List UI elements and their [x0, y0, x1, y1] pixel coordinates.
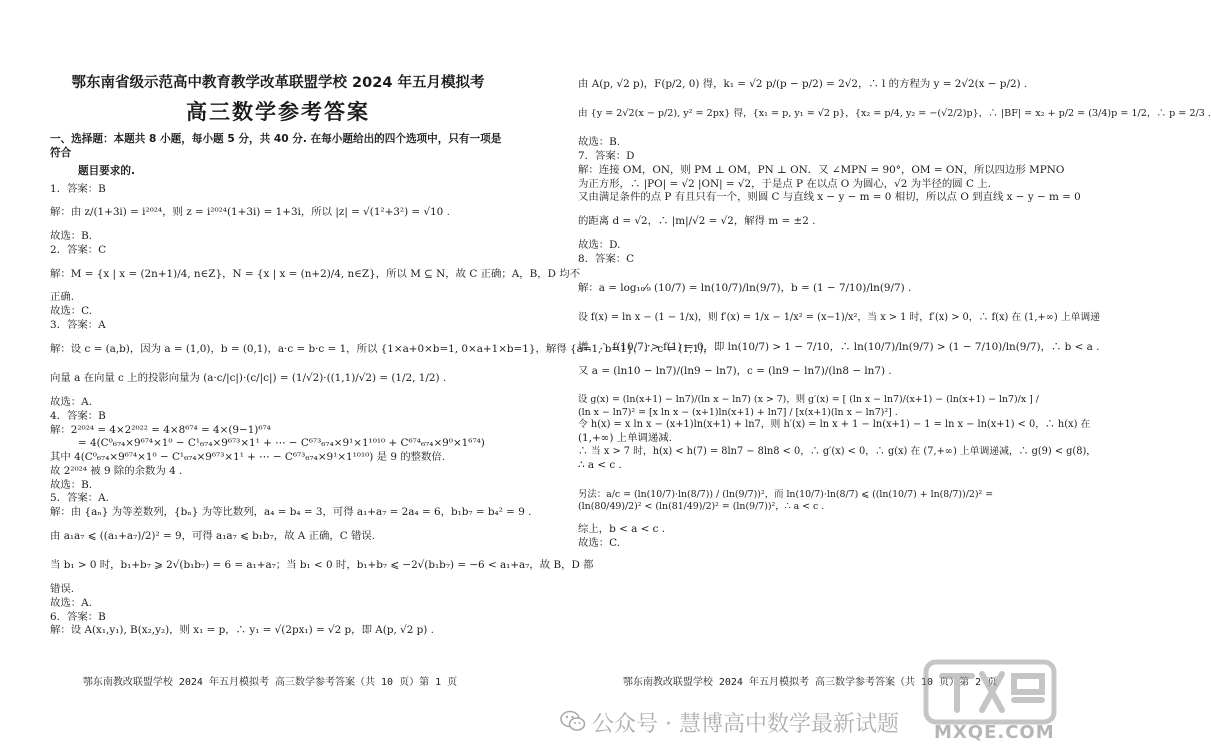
q5-cases-cont: 错误. — [50, 583, 75, 596]
q8-h-definition: 令 h(x) = x ln x − (x+1)ln(x+1) + ln7，则 h′(x) = ln x + 1 − ln(x+1) − 1 = ln x − ln(x+1) < 0，∴ h(x) 在 — [578, 419, 1091, 431]
q8-alternative: 另法：a/c = (ln(10/7)·ln(8/7)) / (ln(9/7))²，而 ln(10/7)·ln(8/7) ⩽ ((ln(10/7) + ln(8/7))/2)² = (ln(80/49)/2)² < (ln(81/49)/2)² = (ln(9/7))²，∴ a < c . — [578, 488, 994, 512]
answer-title: 高三数学参考答案 — [186, 100, 370, 125]
q8-g-conclusion: ∴ 当 x > 7 时，h(x) < h(7) = 8ln7 − 8ln8 < 0，∴ g′(x) < 0，∴ g(x) 在 (7,+∞) 上单调递减，∴ g(9) < g(8)， — [578, 445, 1097, 457]
q3-choice: 故选：A. — [50, 396, 92, 409]
q8-summary: 综上，b < a < c . — [578, 523, 666, 536]
q1-solution: 解：由 z/(1+3i) = i²⁰²⁴，则 z = i²⁰²⁴(1+3i) = 1+3i，所以 |z| = √(1²+3²) = √10 . — [50, 206, 450, 219]
q4-remainder: 故 2²⁰²⁴ 被 9 除的余数为 4 . — [50, 464, 183, 477]
q8-ac-definition: 又 a = (ln10 − ln7)/(ln9 − ln7)，c = (ln9 − ln7)/(ln8 − ln7) . — [578, 364, 892, 377]
section-heading: 一、选择题：本题共 8 小题，每小题 5 分，共 40 分. 在每小题给出的四个选项中，只有一项是符合 — [50, 132, 502, 159]
page-1-footer: 鄂东南教改联盟学校 2024 年五月模拟考 高三数学参考答案（共 10 页）第 1 页 — [82, 677, 458, 688]
q4-choice: 故选：B. — [50, 478, 93, 491]
q6-line-equation: 由 A(p, √2 p)，F(p/2, 0) 得，k₁ = √2 p/(p − p/2) = 2√2，∴ l 的方程为 y = 2√2(x − p/2) . — [578, 78, 1028, 90]
page-2-footer: 鄂东南教改联盟学校 2024 年五月模拟考 高三数学参考答案（共 10 页）第 2 页 — [622, 677, 998, 688]
q7-distance: 的距离 d = √2，∴ |m|/√2 = √2，解得 m = ±2 . — [578, 215, 816, 228]
q7-answer: 7．答案：D — [578, 150, 635, 163]
q3-answer: 3．答案：A — [50, 318, 106, 331]
watermark-text: 公众号 · 慧博高中数学最新试题 — [592, 712, 899, 737]
q8-choice: 故选：C. — [578, 537, 621, 550]
q2-solution: 解：M = {x | x = (2n+1)/4, n∈Z}，N = {x | x = (n+2)/4, n∈Z}，所以 M ⊆ N，故 C 正确；A，B，D 均不 — [50, 267, 581, 280]
q5-solution: 解：由 {aₙ} 为等差数列，{bₙ} 为等比数列，a₄ = b₄ = 3，可得 a₁+a₇ = 2a₄ = 6，b₁b₇ = b₄² = 9 . — [50, 505, 532, 518]
wechat-icon — [560, 709, 586, 733]
q6-system: 由 {y = 2√2(x − p/2), y² = 2px} 得，{x₁ = p, y₁ = √2 p}，{x₂ = p/4, y₂ = −(√2/2)p}，∴ |BF| = x₂ + p/2 = (3/4)p = 1/2，∴ p = 2/3 . — [578, 107, 1211, 119]
q2-answer: 2．答案：C — [50, 243, 107, 256]
q4-multiple: 其中 4(C⁰₆₇₄×9⁶⁷⁴×1⁰ − C¹₆₇₄×9⁶⁷³×1¹ + ⋯ − C⁶⁷³₆₇₄×9¹×1¹⁰¹⁰) 是 9 的整数倍. — [50, 451, 446, 464]
q7-solution: 解：连接 OM，ON，则 PM ⊥ OM，PN ⊥ ON．又 ∠MPN = 90°，OM = ON，所以四边形 MPNO — [578, 163, 1065, 176]
q8-a-less-c: ∴ a < c . — [578, 458, 622, 471]
q8-f-definition: 设 f(x) = ln x − (1 − 1/x)，则 f′(x) = 1/x − 1/x² = (x−1)/x²，当 x > 1 时，f′(x) > 0，∴ f(x) 在 (1,+∞) 上单调递 — [578, 312, 1100, 323]
q1-answer: 1．答案：B — [50, 182, 106, 195]
q4-expansion: = 4(C⁰₆₇₄×9⁶⁷⁴×1⁰ − C¹₆₇₄×9⁶⁷³×1¹ + ⋯ − C⁶⁷³₆₇₄×9¹×1¹⁰¹⁰ + C⁶⁷⁴₆₇₄×9⁰×1⁶⁷⁴) — [78, 437, 485, 450]
q5-answer: 5．答案：A. — [50, 492, 109, 505]
q5-inequality: 由 a₁a₇ ⩽ ((a₁+a₇)/2)² = 9，可得 a₁a₇ ⩽ b₁b₇，故 A 正确，C 错误. — [50, 529, 376, 542]
q4-solution: 解：2²⁰²⁴ = 4×2²⁰²² = 4×8⁶⁷⁴ = 4×(9−1)⁶⁷⁴ — [50, 423, 271, 436]
q5-cases: 当 b₁ > 0 时，b₁+b₇ ⩾ 2√(b₁b₇) = 6 = a₁+a₇；当 b₁ < 0 时，b₁+b₇ ⩽ −2√(b₁b₇) = −6 < a₁+a₇，故 B，D 都 — [50, 559, 594, 572]
page-2 — [540, 0, 1211, 750]
q3-solution: 解：设 c = (a,b)，因为 a = (1,0)，b = (0,1)，a·c = b·c = 1，所以 {1×a+0×b=1, 0×a+1×b=1}，解得 {a=1, b=1}，∴ c = (1,1)， — [50, 342, 714, 355]
q2-solution-cont: 正确. — [50, 291, 75, 304]
q6-solution: 解：设 A(x₁,y₁), B(x₂,y₂)，则 x₁ = p，∴ y₁ = √(2px₁) = √2 p，即 A(p, √2 p) . — [50, 624, 434, 637]
q6-choice: 故选：B. — [578, 136, 621, 149]
q8-f-increasing: 增，∴ f(10/7) > f(1) = 0，即 ln(10/7) > 1 − 7/10，∴ ln(10/7)/ln(9/7) > (1 − 7/10)/ln(9/7)，∴ b < a . — [578, 340, 1100, 353]
q5-choice: 故选：A. — [50, 596, 92, 609]
section-heading-cont: 题目要求的. — [78, 164, 135, 177]
q2-choice: 故选：C. — [50, 305, 93, 318]
q1-choice: 故选：B. — [50, 230, 93, 243]
q8-ab-definition: 解：a = log₁₀⁄₉ (10/7) = ln(10/7)/ln(9/7)，b = (1 − 7/10)/ln(9/7) . — [578, 282, 912, 295]
q8-answer: 8．答案：C — [578, 252, 635, 265]
q7-square: 为正方形，∴ |PO| = √2 |ON| = √2，于是点 P 在以点 O 为圆心，√2 为半径的圆 C 上. — [578, 177, 991, 190]
q8-h-decreasing: (1,+∞) 上单调递减. — [578, 432, 672, 445]
watermark-site: MXQE.COM — [934, 722, 1055, 743]
q6-answer: 6．答案：B — [50, 610, 106, 623]
q4-answer: 4．答案：B — [50, 409, 106, 422]
q7-tangent: 又由满足条件的点 P 有且只有一个，则圆 C 与直线 x − y − m = 0 相切，所以点 O 到直线 x − y − m = 0 — [578, 191, 1081, 204]
page-2-content — [578, 72, 1211, 551]
q8-g-definition: 设 g(x) = (ln(x+1) − ln7)/(ln x − ln7) (x > 7)，则 g′(x) = [ (ln x − ln7)/(x+1) − (ln(x+1) − ln7)/x ] / (ln x − ln7)² = [x ln x − (x+1)ln(x+1) + ln7] / [x(x+1)(ln x − ln7)²] . — [578, 394, 1039, 418]
q7-choice: 故选：D. — [578, 238, 621, 251]
q3-projection: 向量 a 在向量 c 上的投影向量为 (a·c/|c|)·(c/|c|) = (1/√2)·((1,1)/√2) = (1/2, 1/2) . — [50, 372, 447, 385]
exam-title: 鄂东南省级示范高中教育教学改革联盟学校 2024 年五月模拟考 — [71, 75, 485, 91]
